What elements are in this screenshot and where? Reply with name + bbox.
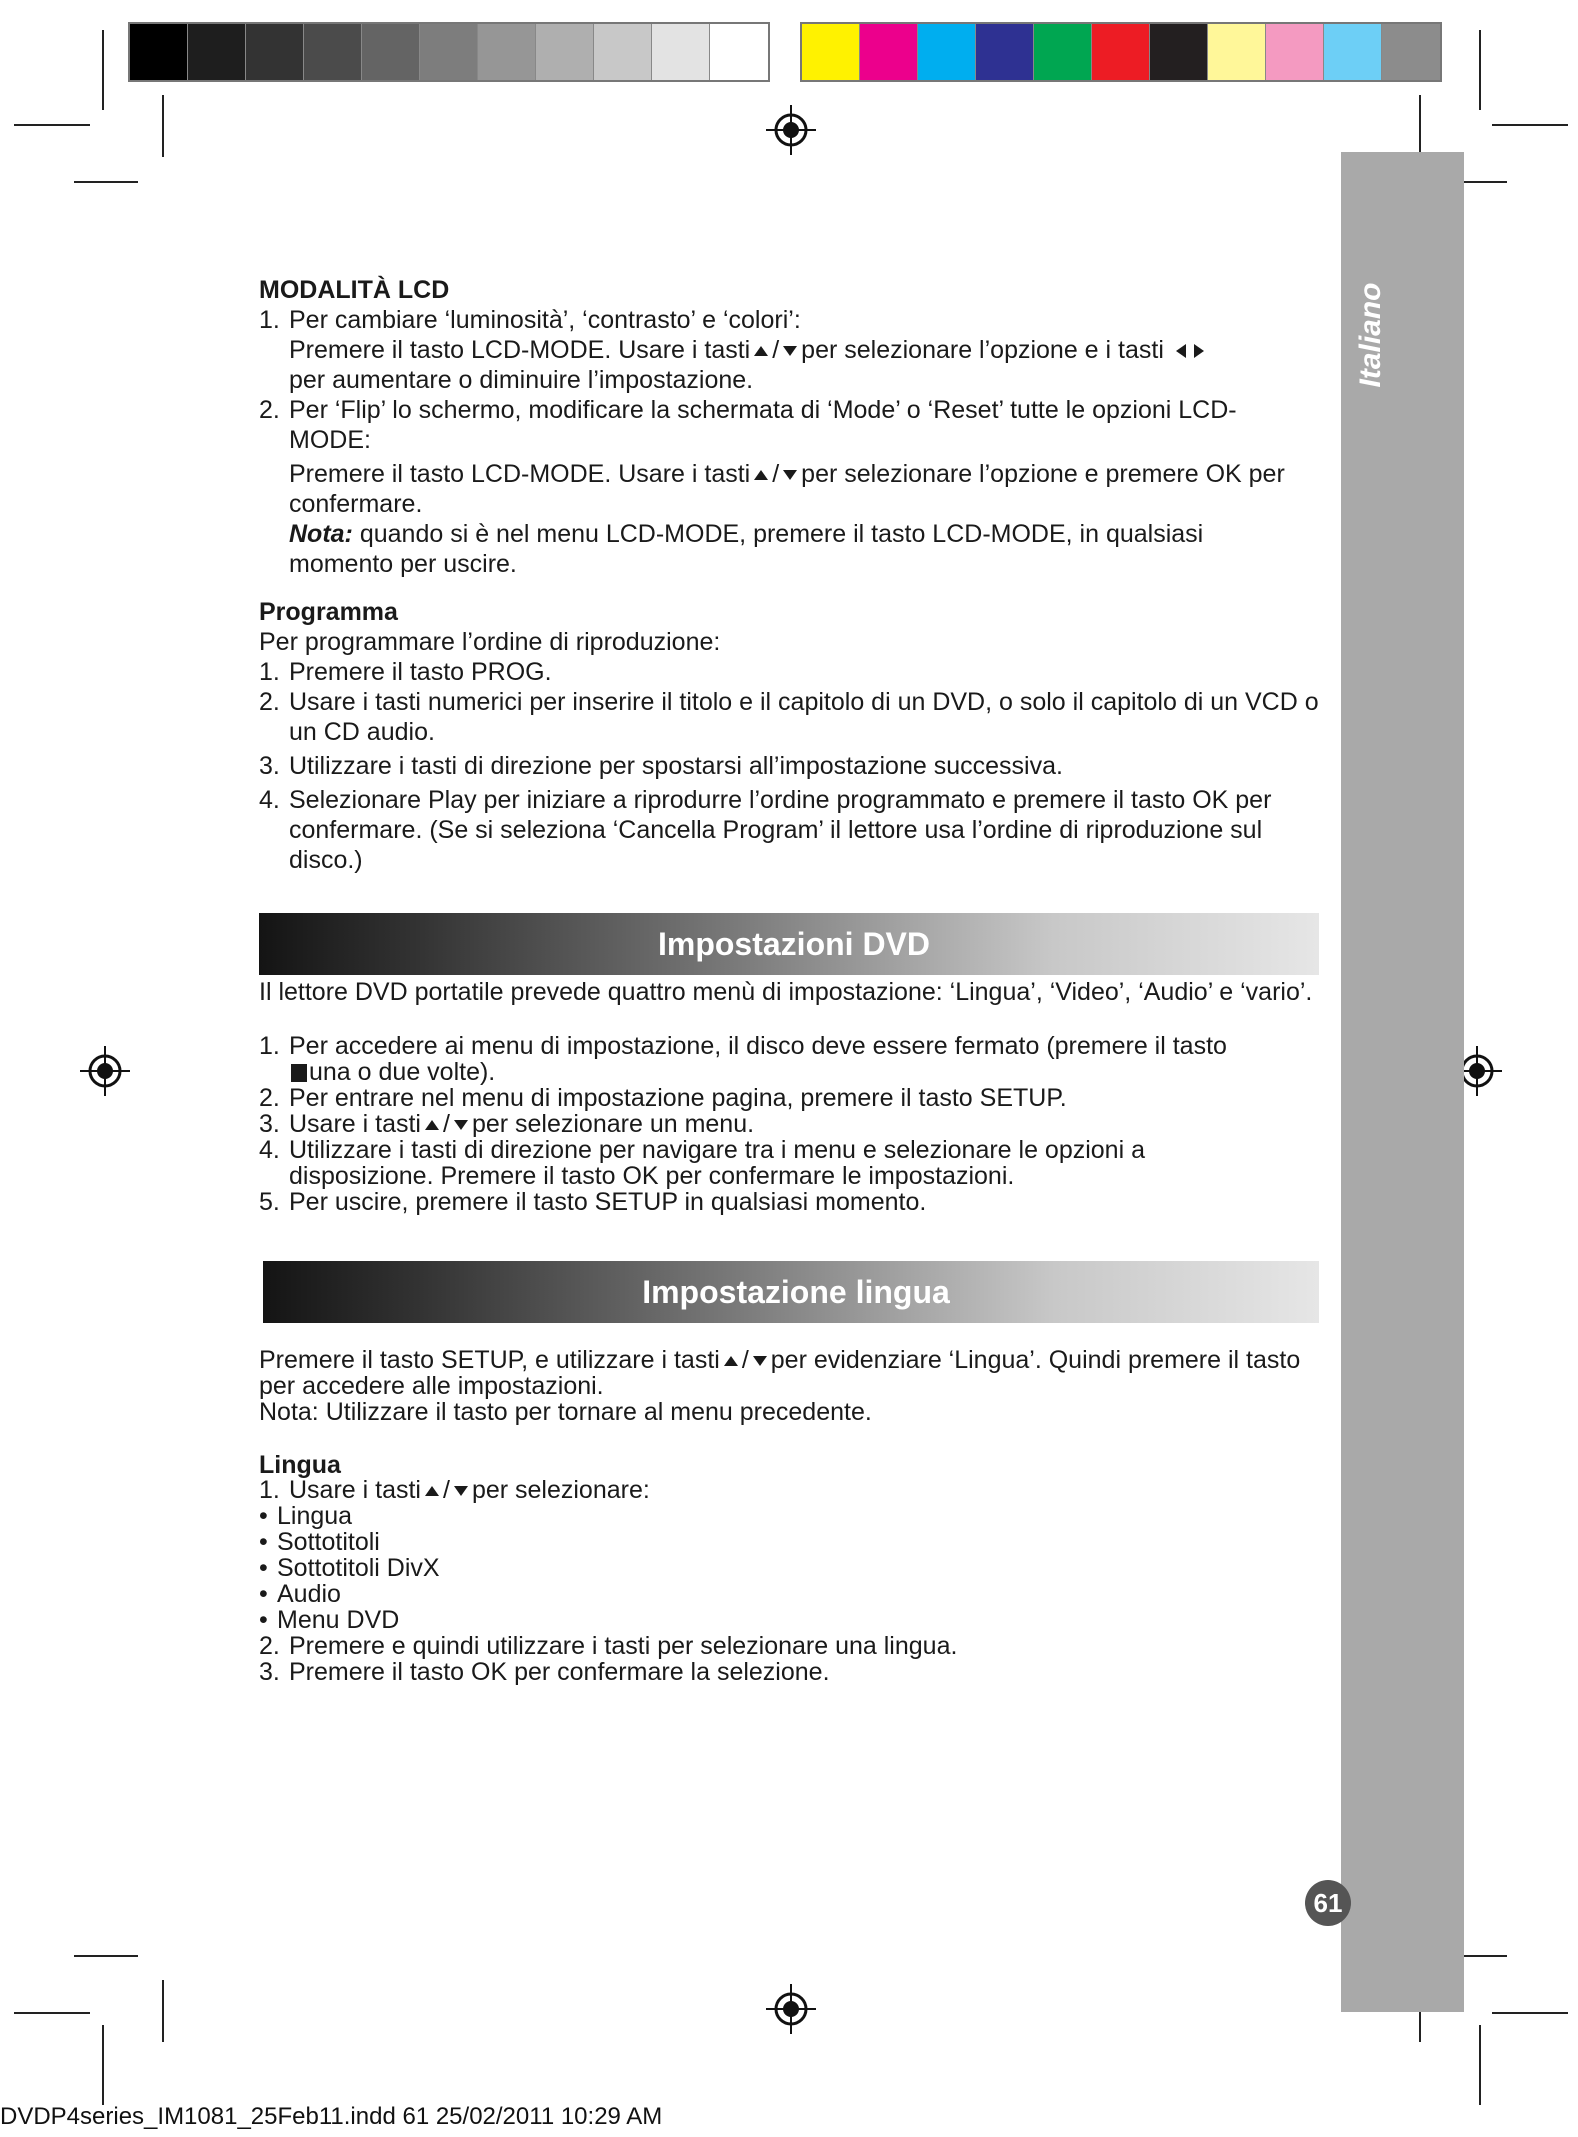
bullet-text: Lingua — [277, 1502, 353, 1530]
right-arrow-icon — [1194, 344, 1204, 358]
slash: / — [442, 1476, 450, 1504]
color-swatch — [802, 24, 860, 80]
down-arrow-icon — [454, 1486, 468, 1496]
list-text: per selezionare un menu. — [471, 1110, 755, 1138]
list-number: 4. — [259, 786, 280, 814]
up-arrow-icon — [754, 346, 768, 356]
dvd-intro: Il lettore DVD portatile prevede quattro menù di impostazione: ‘Lingua’, ‘Video’, ‘Audio’ e ‘vario’. — [259, 978, 1313, 1006]
bullet-icon: • — [259, 1554, 268, 1582]
down-arrow-icon — [753, 1356, 767, 1366]
section-banner-lingua — [263, 1261, 1319, 1323]
registration-mark-icon — [764, 1982, 818, 2036]
bullet-icon: • — [259, 1502, 268, 1530]
list-text: Premere il tasto PROG. — [289, 658, 552, 686]
list-number: 4. — [259, 1136, 280, 1164]
list-item — [259, 751, 1319, 781]
crop-mark — [162, 1980, 164, 2042]
bullet-icon: • — [259, 1606, 268, 1634]
bullet-text: Sottotitoli DivX — [277, 1554, 440, 1582]
banner-title: Impostazione lingua — [642, 1274, 950, 1310]
crop-mark — [74, 1955, 138, 1957]
list-text: per aumentare o diminuire l’impostazione. — [289, 366, 754, 394]
crop-mark — [102, 30, 104, 110]
list-text: per selezionare l’opzione e i tasti — [801, 336, 1164, 364]
bullet-text: Sottotitoli — [277, 1528, 380, 1556]
bullet-item — [259, 1529, 1319, 1555]
color-swatch-bar — [800, 22, 1442, 82]
section-heading-lingua: Lingua — [259, 1451, 341, 1479]
bullet-item — [259, 1503, 1319, 1529]
color-swatch — [1382, 24, 1440, 80]
color-swatch — [478, 24, 536, 80]
crop-mark — [1479, 2025, 1481, 2105]
down-arrow-icon — [454, 1120, 468, 1130]
list-text: Premere il tasto LCD-MODE. Usare i tasti — [289, 336, 751, 364]
page-content — [259, 275, 1319, 1685]
list-text: Usare i tasti — [289, 1110, 421, 1138]
list-number: 2. — [259, 1084, 280, 1112]
list-text: Per cambiare ‘luminosità’, ‘contrasto’ e ‘colori’: — [289, 306, 801, 334]
list-text: Per entrare nel menu di impostazione pagina, premere il tasto SETUP. — [289, 1084, 1067, 1112]
note — [289, 519, 1289, 579]
section-heading-programma: Programma — [259, 598, 398, 626]
color-swatch — [710, 24, 768, 80]
list-text: Utilizzare i tasti di direzione per spostarsi all’impostazione successiva. — [289, 752, 1063, 780]
down-arrow-icon — [783, 470, 797, 480]
color-swatch — [536, 24, 594, 80]
list-text: per selezionare l’opzione e premere OK per confermare. — [289, 460, 1285, 518]
section-banner-dvd — [259, 913, 1319, 975]
list-item — [259, 1659, 1319, 1685]
list-number: 1. — [259, 1032, 280, 1060]
list-text: una o due volte). — [309, 1058, 496, 1086]
bullet-list — [259, 1503, 1319, 1633]
color-swatch — [130, 24, 188, 80]
slash: / — [741, 1346, 749, 1374]
paragraph-text: per evidenziare ‘Lingua’. Quindi premere il tasto per accedere alle impostazioni. — [259, 1346, 1301, 1400]
crop-mark — [1419, 95, 1421, 157]
list-number: 3. — [259, 752, 280, 780]
list-text: Utilizzare i tasti di direzione per navigare tra i menu e selezionare le opzioni a disposizione. Premere il tasto OK per confermare le impostazioni. — [289, 1136, 1145, 1190]
list-text: Usare i tasti numerici per inserire il titolo e il capitolo di un DVD, o solo il capitolo di un VCD o un CD audio. — [289, 688, 1319, 746]
color-swatch — [420, 24, 478, 80]
list-number: 3. — [259, 1658, 280, 1686]
list-item — [259, 1189, 1319, 1215]
paragraph-text: Premere il tasto SETUP, e utilizzare i tasti — [259, 1346, 720, 1374]
color-swatch — [1266, 24, 1324, 80]
list-item — [259, 1085, 1319, 1111]
list-text: Per ‘Flip’ lo schermo, modificare la schermata di ‘Mode’ o ‘Reset’ tutte le opzioni LCD-MODE: — [289, 396, 1237, 454]
crop-mark — [74, 181, 138, 183]
up-arrow-icon — [724, 1356, 738, 1366]
color-swatch — [362, 24, 420, 80]
lingua-list — [259, 1477, 1319, 1685]
print-slug: DVDP4series_IM1081_25Feb11.indd 61 25/02/2011 10:29 AM — [0, 2103, 663, 2130]
list-text: Usare i tasti — [289, 1476, 421, 1504]
slash: / — [772, 460, 780, 488]
note-text: quando si è nel menu LCD-MODE, premere il tasto LCD-MODE, in qualsiasi momento per uscire. — [289, 520, 1204, 578]
list-text: Per accedere ai menu di impostazione, il disco deve essere fermato (premere il tasto — [289, 1032, 1227, 1060]
list-text: Premere e quindi utilizzare i tasti per selezionare una lingua. — [289, 1632, 958, 1660]
list-item — [259, 657, 1319, 687]
bullet-text: Audio — [277, 1580, 341, 1608]
crop-mark — [102, 2025, 104, 2105]
bullet-icon: • — [259, 1528, 268, 1556]
list-text — [289, 335, 1319, 365]
crop-mark — [162, 95, 164, 157]
registration-mark-icon — [78, 1044, 132, 1098]
list-text — [289, 459, 1289, 519]
side-tab-label: Italiano — [1354, 282, 1387, 388]
list-item — [259, 1033, 1249, 1085]
programma-list — [259, 657, 1319, 875]
list-number: 5. — [259, 1188, 280, 1216]
list-text: Premere il tasto LCD-MODE. Usare i tasti — [289, 460, 751, 488]
list-text: per selezionare: — [471, 1476, 650, 1504]
bullet-item — [259, 1555, 1319, 1581]
stop-icon — [291, 1064, 307, 1082]
banner-title: Impostazioni DVD — [657, 926, 930, 962]
left-arrow-icon — [1176, 344, 1186, 358]
color-swatch — [860, 24, 918, 80]
up-arrow-icon — [754, 470, 768, 480]
list-number: 2. — [259, 688, 280, 716]
crop-mark — [1492, 124, 1568, 126]
list-number: 3. — [259, 1110, 280, 1138]
slash: / — [442, 1110, 450, 1138]
note-label: Nota: — [289, 520, 353, 548]
bullet-icon: • — [259, 1580, 268, 1608]
lingua-intro — [259, 1347, 1319, 1399]
bullet-item — [259, 1607, 1319, 1633]
bullet-text: Menu DVD — [277, 1606, 400, 1634]
list-item — [259, 687, 1319, 747]
list-item — [259, 1111, 1319, 1137]
list-item — [259, 305, 1319, 395]
list-number: 2. — [259, 396, 280, 424]
color-swatch — [188, 24, 246, 80]
page-number: 61 — [1305, 1880, 1351, 1926]
programma-intro: Per programmare l’ordine di riproduzione: — [259, 628, 721, 656]
list-text: Per uscire, premere il tasto SETUP in qualsiasi momento. — [289, 1188, 927, 1216]
slash: / — [772, 336, 780, 364]
list-item — [259, 1137, 1249, 1189]
color-swatch — [976, 24, 1034, 80]
up-arrow-icon — [425, 1486, 439, 1496]
registration-mark-icon — [764, 103, 818, 157]
list-text: Premere il tasto OK per confermare la selezione. — [289, 1658, 830, 1686]
color-swatch — [304, 24, 362, 80]
crop-mark — [14, 2012, 90, 2014]
color-swatch — [1208, 24, 1266, 80]
crop-mark — [1492, 2012, 1568, 2014]
color-swatch — [1150, 24, 1208, 80]
up-arrow-icon — [425, 1120, 439, 1130]
color-swatch — [246, 24, 304, 80]
gray-swatch-bar — [128, 22, 770, 82]
list-text: Selezionare Play per iniziare a riprodurre l’ordine programmato e premere il tasto OK per confermare. (Se si seleziona ‘Cancella Program’ il lettore usa l’ordine di riproduzione sul disco.) — [289, 786, 1272, 874]
list-item — [259, 1477, 1319, 1503]
color-swatch — [1324, 24, 1382, 80]
crop-mark — [14, 124, 90, 126]
language-side-tab — [1341, 152, 1464, 2012]
color-swatch — [652, 24, 710, 80]
list-item — [259, 1633, 1319, 1659]
list-item — [259, 395, 1319, 579]
list-number: 1. — [259, 306, 280, 334]
color-swatch — [1092, 24, 1150, 80]
lingua-note: Nota: Utilizzare il tasto per tornare al menu precedente. — [259, 1398, 872, 1426]
down-arrow-icon — [783, 346, 797, 356]
list-number: 2. — [259, 1632, 280, 1660]
color-swatch — [594, 24, 652, 80]
crop-mark — [1479, 30, 1481, 110]
list-number: 1. — [259, 658, 280, 686]
color-swatch — [918, 24, 976, 80]
dvd-list — [259, 1033, 1319, 1215]
list-number: 1. — [259, 1476, 280, 1504]
color-swatch — [1034, 24, 1092, 80]
section-heading-lcd: MODALITÀ LCD — [259, 276, 450, 304]
bullet-item — [259, 1581, 1319, 1607]
list-item — [259, 785, 1319, 875]
